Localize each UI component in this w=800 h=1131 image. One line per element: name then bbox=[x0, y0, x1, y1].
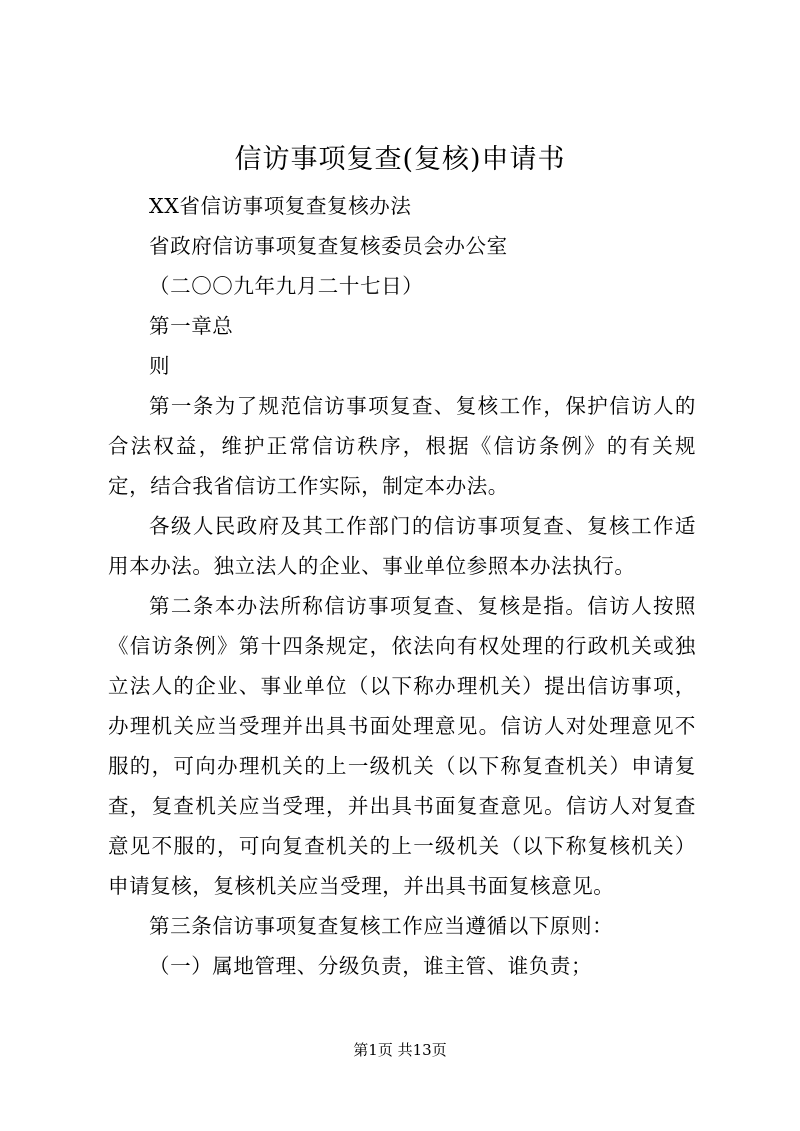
paragraph: 第一章总 bbox=[149, 314, 234, 338]
paragraph: （一）属地管理、分级负责，谁主管、谁负责； bbox=[149, 954, 593, 978]
paragraph: 各级人民政府及其工作部门的信访事项复查、复核工作适用本办法。独立法人的企业、事业单位参照本办法执行。 bbox=[108, 514, 696, 578]
paragraph: XX省信访事项复查复核办法 bbox=[149, 194, 412, 218]
paragraph: 第一条为了规范信访事项复查、复核工作，保护信访人的合法权益，维护正常信访秩序，根据《信访条例》的有关规定，结合我省信访工作实际，制定本办法。 bbox=[108, 394, 696, 498]
page-number-footer: 第1页 共13页 bbox=[353, 1041, 447, 1059]
paragraph: 则 bbox=[149, 354, 171, 378]
paragraph: 省政府信访事项复查复核委员会办公室 bbox=[149, 234, 508, 258]
document-body bbox=[108, 186, 696, 986]
paragraph: 第二条本办法所称信访事项复查、复核是指。信访人按照《信访条例》第十四条规定，依法向有权处理的行政机关或独立法人的企业、事业单位（以下称办理机关）提出信访事项，办理机关应当受理并出具书面处理意见。信访人对处理意见不服的，可向办理机关的上一级机关（以下称复查机关）申请复查，复查机关应当受理，并出具书面复查意见。信访人对复查意见不服的，可向复查机关的上一级机关（以下称复核机关）申请复核，复核机关应当受理，并出具书面复核意见。 bbox=[108, 594, 696, 898]
page-title: 信访事项复查(复核)申请书 bbox=[234, 144, 566, 175]
paragraph: （二〇〇九年九月二十七日） bbox=[149, 274, 424, 298]
paragraph: 第三条信访事项复查复核工作应当遵循以下原则： bbox=[149, 914, 614, 938]
